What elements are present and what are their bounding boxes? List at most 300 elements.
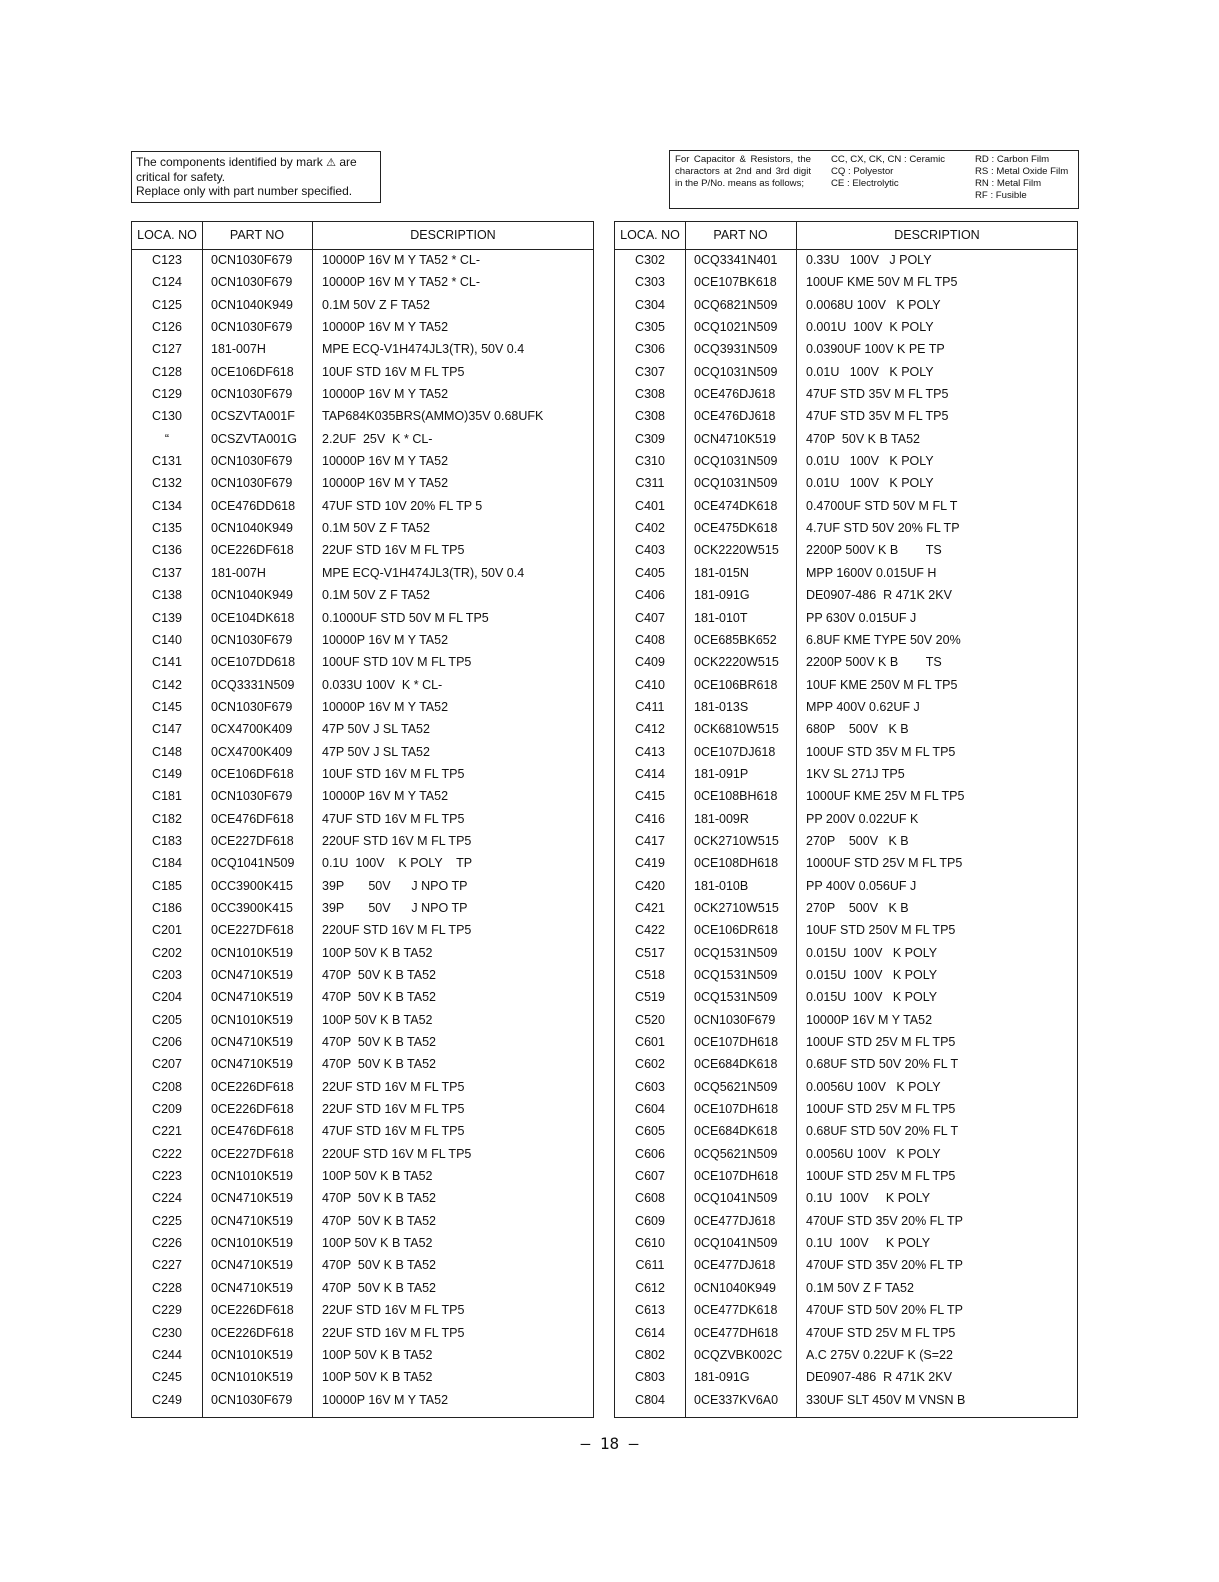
part-no-cell: 0CE106DF618: [211, 766, 294, 781]
part-no-cell: 0CK2220W515: [694, 655, 779, 670]
description-cell: 47UF STD 16V M FL TP5: [322, 1124, 465, 1139]
table-row: [615, 1232, 1077, 1254]
loca-no-cell: C222: [152, 1146, 182, 1161]
description-cell: 0.68UF STD 50V 20% FL T: [806, 1057, 959, 1072]
part-no-cell: 0CE477DJ618: [694, 1258, 776, 1273]
loca-no-cell: C124: [152, 275, 182, 290]
safety-note-box: [131, 151, 381, 203]
loca-no-cell: C183: [152, 833, 182, 848]
loca-no-cell: C145: [152, 699, 182, 714]
description-cell: 470UF STD 25V M FL TP5: [806, 1325, 956, 1340]
description-cell: 0.015U 100V K POLY: [806, 968, 938, 982]
table-row: [132, 294, 593, 316]
table-row: [615, 1389, 1077, 1411]
part-no-cell: 0CK2710W515: [694, 833, 779, 848]
description-cell: 100P 50V K B TA52: [322, 945, 433, 960]
loca-no-cell: C613: [635, 1303, 665, 1318]
loca-no-cell: C223: [152, 1169, 182, 1184]
description-cell: 470UF STD 50V 20% FL TP: [806, 1303, 964, 1318]
description-cell: 0.4700UF STD 50V M FL T: [806, 498, 958, 513]
loca-no-cell: C614: [635, 1325, 665, 1340]
description-cell: 10000P 16V M Y TA52 * CL-: [322, 253, 480, 267]
header-loca-no: LOCA. NO: [620, 228, 680, 242]
table-row: [615, 830, 1077, 852]
table-row: [132, 875, 593, 897]
loca-no-cell: C306: [635, 342, 665, 357]
part-no-cell: 0CC3900K415: [211, 878, 294, 893]
loca-no-cell: C140: [152, 632, 182, 647]
loca-no-cell: C406: [635, 588, 665, 603]
legend-resistor-code: RD : Carbon Film: [975, 154, 1050, 165]
loca-no-cell: C181: [152, 789, 182, 804]
table-row: [132, 1366, 593, 1388]
table-row: [615, 539, 1077, 561]
table-row: [132, 1187, 593, 1209]
table-body: [132, 249, 593, 1411]
loca-no-cell: C302: [635, 253, 665, 267]
table-row: [132, 1120, 593, 1142]
table-row: [615, 696, 1077, 718]
description-cell: 10000P 16V M Y TA52: [322, 320, 449, 335]
part-no-cell: 0CN1010K519: [211, 1012, 294, 1027]
description-cell: 10000P 16V M Y TA52: [322, 387, 449, 402]
part-no-cell: 0CSZVTA001G: [211, 431, 297, 446]
loca-no-cell: C186: [152, 900, 182, 915]
parts-table-right: [614, 221, 1078, 1418]
part-no-cell: 0CE106DR618: [694, 923, 779, 938]
description-cell: 22UF STD 16V M FL TP5: [322, 1102, 465, 1117]
safety-note-line3: Replace only with part number specified.: [136, 184, 353, 198]
description-cell: 10000P 16V M Y TA52: [322, 454, 449, 469]
loca-no-cell: C407: [635, 610, 665, 625]
description-cell: 470UF STD 35V 20% FL TP: [806, 1213, 964, 1228]
loca-no-cell: C136: [152, 543, 182, 558]
part-no-cell: 0CN1030F679: [211, 632, 293, 647]
description-cell: 0.1M 50V Z F TA52: [322, 588, 430, 603]
table-row: [132, 1009, 593, 1031]
table-row: [132, 1322, 593, 1344]
part-no-cell: 181-015N: [694, 565, 749, 580]
part-no-cell: 0CE226DF618: [211, 1325, 294, 1340]
loca-no-cell: C606: [635, 1146, 665, 1161]
description-cell: DE0907-486 R 471K 2KV: [806, 1370, 952, 1385]
table-row: [615, 271, 1077, 293]
table-row: [132, 1053, 593, 1075]
table-row: [132, 785, 593, 807]
part-no-cell: 0CE477DJ618: [694, 1213, 776, 1228]
description-cell: 47P 50V J SL TA52: [322, 722, 430, 737]
table-row: [132, 1389, 593, 1411]
description-cell: 4.7UF STD 50V 20% FL TP: [806, 521, 960, 536]
loca-no-cell: C201: [152, 923, 182, 938]
description-cell: 47P 50V J SL TA52: [322, 744, 430, 759]
table-row: [615, 1344, 1077, 1366]
table-row: [615, 1299, 1077, 1321]
part-no-cell: 0CE226DF618: [211, 543, 294, 558]
header-part-no: PART NO: [229, 228, 285, 242]
part-no-cell: 0CE476DF618: [211, 811, 294, 826]
table-row: [615, 1076, 1077, 1098]
loca-no-cell: C408: [635, 632, 665, 647]
part-no-cell: 0CQ1041N509: [211, 856, 295, 871]
part-no-cell: 0CE226DF618: [211, 1079, 294, 1094]
table-row: [132, 1076, 593, 1098]
table-row: [615, 1254, 1077, 1276]
loca-no-cell: C226: [152, 1236, 182, 1251]
loca-no-cell: C184: [152, 856, 182, 871]
description-cell: 220UF STD 16V M FL TP5: [322, 833, 472, 848]
description-cell: 0.68UF STD 50V 20% FL T: [806, 1124, 959, 1139]
description-cell: 0.001U 100V K POLY: [806, 320, 934, 335]
description-cell: 0.1U 100V K POLY: [806, 1191, 931, 1206]
loca-no-cell: C604: [635, 1102, 665, 1117]
loca-no-cell: C405: [635, 565, 665, 580]
description-cell: 100UF STD 35V M FL TP5: [806, 744, 956, 759]
part-no-cell: 0CE227DF618: [211, 923, 294, 938]
table-row: [615, 964, 1077, 986]
part-no-cell: 181-010B: [694, 878, 749, 893]
table-row: [615, 294, 1077, 316]
legend-resistor-code: RS : Metal Oxide Film: [975, 166, 1069, 177]
description-cell: 220UF STD 16V M FL TP5: [322, 923, 472, 938]
header-description: DESCRIPTION: [410, 228, 496, 242]
description-cell: 1000UF STD 25V M FL TP5: [806, 856, 963, 871]
loca-no-cell: C601: [635, 1035, 665, 1050]
table-row: [132, 562, 593, 584]
table-row: [132, 1143, 593, 1165]
part-no-cell: 0CX4700K409: [211, 722, 293, 737]
part-no-cell: 0CE476DJ618: [694, 387, 776, 402]
description-cell: 10000P 16V M Y TA52 * CL-: [322, 275, 480, 290]
loca-no-cell: C135: [152, 521, 182, 536]
loca-no-cell: C612: [635, 1280, 665, 1295]
description-cell: MPP 1600V 0.015UF H: [806, 565, 937, 580]
loca-no-cell: C142: [152, 677, 182, 692]
table-row: [615, 562, 1077, 584]
description-cell: 330UF SLT 450V M VNSN B: [806, 1392, 966, 1407]
table-row: [132, 1344, 593, 1366]
table-row: [132, 517, 593, 539]
part-no-cell: 0CE107DH618: [694, 1035, 779, 1050]
description-cell: 0.1000UF STD 50V M FL TP5: [322, 610, 489, 625]
loca-no-cell: C149: [152, 766, 182, 781]
description-cell: 470UF STD 35V 20% FL TP: [806, 1258, 964, 1273]
description-cell: 22UF STD 16V M FL TP5: [322, 543, 465, 558]
table-row: [132, 495, 593, 517]
table-row: [615, 1187, 1077, 1209]
table-row: [132, 383, 593, 405]
description-cell: 220UF STD 16V M FL TP5: [322, 1146, 472, 1161]
description-cell: 100P 50V K B TA52: [322, 1012, 433, 1027]
part-no-cell: 0CQ1041N509: [694, 1191, 778, 1206]
part-no-cell: 0CQ3341N401: [694, 253, 778, 267]
table-body: [615, 249, 1077, 1411]
part-no-cell: 0CE108BH618: [694, 789, 778, 804]
loca-no-cell: C204: [152, 990, 182, 1005]
loca-no-cell: C139: [152, 610, 182, 625]
part-no-cell: 0CE107BK618: [694, 275, 777, 290]
loca-no-cell: C138: [152, 588, 182, 603]
safety-note-line1: The components identified by mark ⚠ are: [136, 155, 357, 169]
loca-no-cell: C421: [635, 900, 665, 915]
table-row: [132, 852, 593, 874]
table-row: [615, 338, 1077, 360]
table-row: [615, 1120, 1077, 1142]
table-row: [615, 763, 1077, 785]
loca-no-cell: C229: [152, 1303, 182, 1318]
part-no-cell: 0CN1030F679: [211, 789, 293, 804]
description-cell: 10UF KME 250V M FL TP5: [806, 677, 958, 692]
table-row: [132, 718, 593, 740]
description-cell: 0.0390UF 100V K PE TP: [806, 342, 945, 357]
description-cell: 470P 50V K B TA52: [322, 1035, 436, 1050]
table-row: [132, 1254, 593, 1276]
loca-no-cell: C401: [635, 498, 665, 513]
loca-no-cell: C607: [635, 1169, 665, 1184]
table-row: [132, 1031, 593, 1053]
table-row: [615, 651, 1077, 673]
part-no-cell: 0CQ1031N509: [694, 476, 778, 491]
description-cell: 10000P 16V M Y TA52: [322, 789, 449, 804]
loca-no-cell: C305: [635, 320, 665, 335]
description-cell: 0.0056U 100V K POLY: [806, 1079, 941, 1094]
description-cell: 10UF STD 16V M FL TP5: [322, 364, 465, 379]
part-no-cell: 0CQ3331N509: [211, 677, 295, 692]
loca-no-cell: C224: [152, 1191, 182, 1206]
loca-no-cell: C205: [152, 1012, 182, 1027]
description-cell: PP 400V 0.056UF J: [806, 878, 917, 893]
legend-capacitor-code: CC, CX, CK, CN : Ceramic: [831, 154, 946, 165]
loca-no-cell: C203: [152, 968, 182, 982]
loca-no-cell: C230: [152, 1325, 182, 1340]
part-no-cell: 0CQ1041N509: [694, 1236, 778, 1251]
part-no-cell: 0CN1040K949: [211, 588, 294, 603]
description-cell: 10000P 16V M Y TA52: [806, 1012, 933, 1027]
part-no-cell: 0CQ1031N509: [694, 454, 778, 469]
description-cell: 10UF STD 16V M FL TP5: [322, 766, 465, 781]
table-row: [615, 1053, 1077, 1075]
part-no-cell: 0CN4710K519: [211, 968, 294, 982]
table-row: [132, 271, 593, 293]
legend-capacitor-code: CE : Electrolytic: [831, 178, 899, 189]
table-row: [615, 1143, 1077, 1165]
table-row: [132, 897, 593, 919]
description-cell: 2200P 500V K B TS: [806, 543, 942, 558]
description-cell: MPP 400V 0.62UF J: [806, 699, 920, 714]
part-no-cell: 0CN1030F679: [211, 387, 293, 402]
description-cell: 470P 50V K B TA52: [322, 1258, 436, 1273]
part-no-cell: 0CQ5621N509: [694, 1146, 778, 1161]
part-no-cell: 181-091P: [694, 766, 749, 781]
loca-no-cell: C415: [635, 789, 665, 804]
loca-no-cell: C611: [635, 1258, 665, 1273]
description-cell: 680P 500V K B: [806, 722, 909, 737]
loca-no-cell: C518: [635, 968, 665, 982]
part-no-cell: 0CE107DJ618: [694, 744, 776, 759]
loca-no-cell: C410: [635, 677, 665, 692]
loca-no-cell: C123: [152, 253, 182, 267]
part-no-cell: 0CN1030F679: [211, 253, 293, 267]
loca-no-cell: C304: [635, 297, 665, 312]
part-no-cell: 0CN1010K519: [211, 1347, 294, 1362]
loca-no-cell: C207: [152, 1057, 182, 1072]
description-cell: 0.1U 100V K POLY TP: [322, 856, 473, 871]
table-row: [615, 852, 1077, 874]
table-row: [615, 383, 1077, 405]
table-row: [615, 875, 1077, 897]
part-no-cell: 0CE474DK618: [694, 498, 778, 513]
header-part-no: PART NO: [713, 228, 768, 242]
table-row: [615, 785, 1077, 807]
description-cell: 0.0068U 100V K POLY: [806, 297, 941, 312]
part-no-cell: 0CE107DH618: [694, 1169, 779, 1184]
loca-no-cell: C308: [635, 387, 665, 402]
part-no-cell: 0CN4710K519: [211, 1280, 294, 1295]
legend-capacitor-codes: [831, 154, 971, 190]
loca-no-cell: C185: [152, 878, 182, 893]
header-description: DESCRIPTION: [894, 228, 980, 242]
part-no-cell: 0CQ1531N509: [694, 945, 778, 960]
description-cell: 100UF KME 50V M FL TP5: [806, 275, 958, 290]
description-cell: 470P 50V K B TA52: [322, 990, 436, 1005]
loca-no-cell: C802: [635, 1347, 665, 1362]
legend-intro: For Capacitor & Resistors, the charactors at 2nd and 3rd digit in the P/No. means as follows;: [675, 154, 811, 189]
part-no-cell: 0CQ5621N509: [694, 1079, 778, 1094]
table-row: [615, 472, 1077, 494]
table-row: [615, 1009, 1077, 1031]
part-no-cell: 0CQ1021N509: [694, 320, 778, 335]
table-row: [132, 1165, 593, 1187]
part-no-cell: 0CN4710K519: [211, 1035, 294, 1050]
table-row: [615, 741, 1077, 763]
table-row: [132, 1210, 593, 1232]
description-cell: 47UF STD 35V M FL TP5: [806, 409, 949, 424]
loca-no-cell: C411: [635, 699, 665, 714]
part-no-cell: 0CQ6821N509: [694, 297, 778, 312]
table-row: [132, 651, 593, 673]
loca-no-cell: C605: [635, 1124, 665, 1139]
table-row: [132, 629, 593, 651]
part-no-cell: 0CE226DF618: [211, 1303, 294, 1318]
loca-no-cell: C311: [635, 476, 665, 491]
loca-no-cell: “: [164, 431, 170, 446]
legend-capacitor-code: CQ : Polyestor: [831, 166, 894, 177]
table-row: [132, 472, 593, 494]
description-cell: 100P 50V K B TA52: [322, 1236, 433, 1251]
table-row: [132, 249, 593, 271]
table-row: [615, 361, 1077, 383]
table-row: [615, 249, 1077, 271]
table-header: [615, 222, 1077, 250]
table-row: [615, 495, 1077, 517]
part-no-cell: 0CK6810W515: [694, 722, 779, 737]
description-cell: 0.015U 100V K POLY: [806, 945, 938, 960]
loca-no-cell: C307: [635, 364, 665, 379]
table-row: [132, 1232, 593, 1254]
loca-no-cell: C221: [152, 1124, 182, 1139]
part-no-cell: 0CK2220W515: [694, 543, 779, 558]
description-cell: 10000P 16V M Y TA52: [322, 1392, 449, 1407]
table-row: [132, 607, 593, 629]
table-row: [132, 584, 593, 606]
part-no-cell: 0CE476DF618: [211, 1124, 294, 1139]
loca-no-cell: C803: [635, 1370, 665, 1385]
table-row: [615, 718, 1077, 740]
part-no-cell: 0CE477DK618: [694, 1303, 778, 1318]
table-row: [615, 1098, 1077, 1120]
description-cell: 0.01U 100V K POLY: [806, 364, 934, 379]
part-no-cell: 0CN1030F679: [211, 476, 293, 491]
description-cell: 470P 50V K B TA52: [322, 1280, 436, 1295]
loca-no-cell: C409: [635, 655, 665, 670]
part-no-cell: 181-009R: [694, 811, 749, 826]
part-no-cell: 0CN1010K519: [211, 1169, 294, 1184]
loca-no-cell: C125: [152, 297, 182, 312]
part-no-cell: 0CN4710K519: [211, 1213, 294, 1228]
description-cell: 47UF STD 10V 20% FL TP 5: [322, 498, 483, 513]
loca-no-cell: C129: [152, 387, 182, 402]
table-row: [615, 405, 1077, 427]
part-no-cell: 181-091G: [694, 588, 750, 603]
description-cell: 39P 50V J NPO TP: [322, 878, 468, 893]
table-row: [615, 1210, 1077, 1232]
loca-no-cell: C520: [635, 1012, 665, 1027]
part-no-cell: 0CE477DH618: [694, 1325, 779, 1340]
description-cell: 0.01U 100V K POLY: [806, 476, 934, 491]
description-cell: 0.1M 50V Z F TA52: [322, 297, 430, 312]
description-cell: 0.1U 100V K POLY: [806, 1236, 931, 1251]
loca-no-cell: C420: [635, 878, 665, 893]
table-row: [615, 1366, 1077, 1388]
description-cell: 270P 500V K B: [806, 833, 909, 848]
part-no-cell: 0CE684DK618: [694, 1057, 778, 1072]
description-cell: 100UF STD 25V M FL TP5: [806, 1169, 956, 1184]
part-no-cell: 181-007H: [211, 342, 266, 357]
description-cell: 100UF STD 25V M FL TP5: [806, 1102, 956, 1117]
table-row: [615, 808, 1077, 830]
description-cell: 100P 50V K B TA52: [322, 1169, 433, 1184]
legend-resistor-code: RN : Metal Film: [975, 178, 1042, 189]
table-row: [615, 1322, 1077, 1344]
table-row: [615, 629, 1077, 651]
description-cell: 0.1M 50V Z F TA52: [322, 521, 430, 536]
loca-no-cell: C403: [635, 543, 665, 558]
table-row: [132, 830, 593, 852]
part-no-cell: 0CN1030F679: [211, 1392, 293, 1407]
part-no-cell: 0CE107DD618: [211, 655, 296, 670]
table-row: [132, 696, 593, 718]
description-cell: 0.033U 100V K * CL-: [322, 677, 443, 692]
loca-no-cell: C308: [635, 409, 665, 424]
part-no-cell: 0CE106DF618: [211, 364, 294, 379]
part-no-cell: 0CE104DK618: [211, 610, 295, 625]
description-cell: 39P 50V J NPO TP: [322, 900, 468, 915]
part-no-cell: 0CE107DH618: [694, 1102, 779, 1117]
table-row: [132, 919, 593, 941]
table-row: [132, 539, 593, 561]
part-no-cell: 0CN4710K519: [211, 1258, 294, 1273]
table-row: [132, 338, 593, 360]
description-cell: 1000UF KME 25V M FL TP5: [806, 789, 965, 804]
part-no-cell: 0CE476DD618: [211, 498, 296, 513]
description-cell: 6.8UF KME TYPE 50V 20%: [806, 632, 961, 647]
loca-no-cell: C209: [152, 1102, 182, 1117]
warning-triangle-icon: ⚠: [326, 157, 336, 169]
legend-resistor-code: RF : Fusible: [975, 190, 1027, 201]
description-cell: 470P 50V K B TA52: [322, 968, 436, 982]
part-no-cell: 0CE227DF618: [211, 1146, 294, 1161]
part-no-cell: 0CN1040K949: [211, 521, 294, 536]
